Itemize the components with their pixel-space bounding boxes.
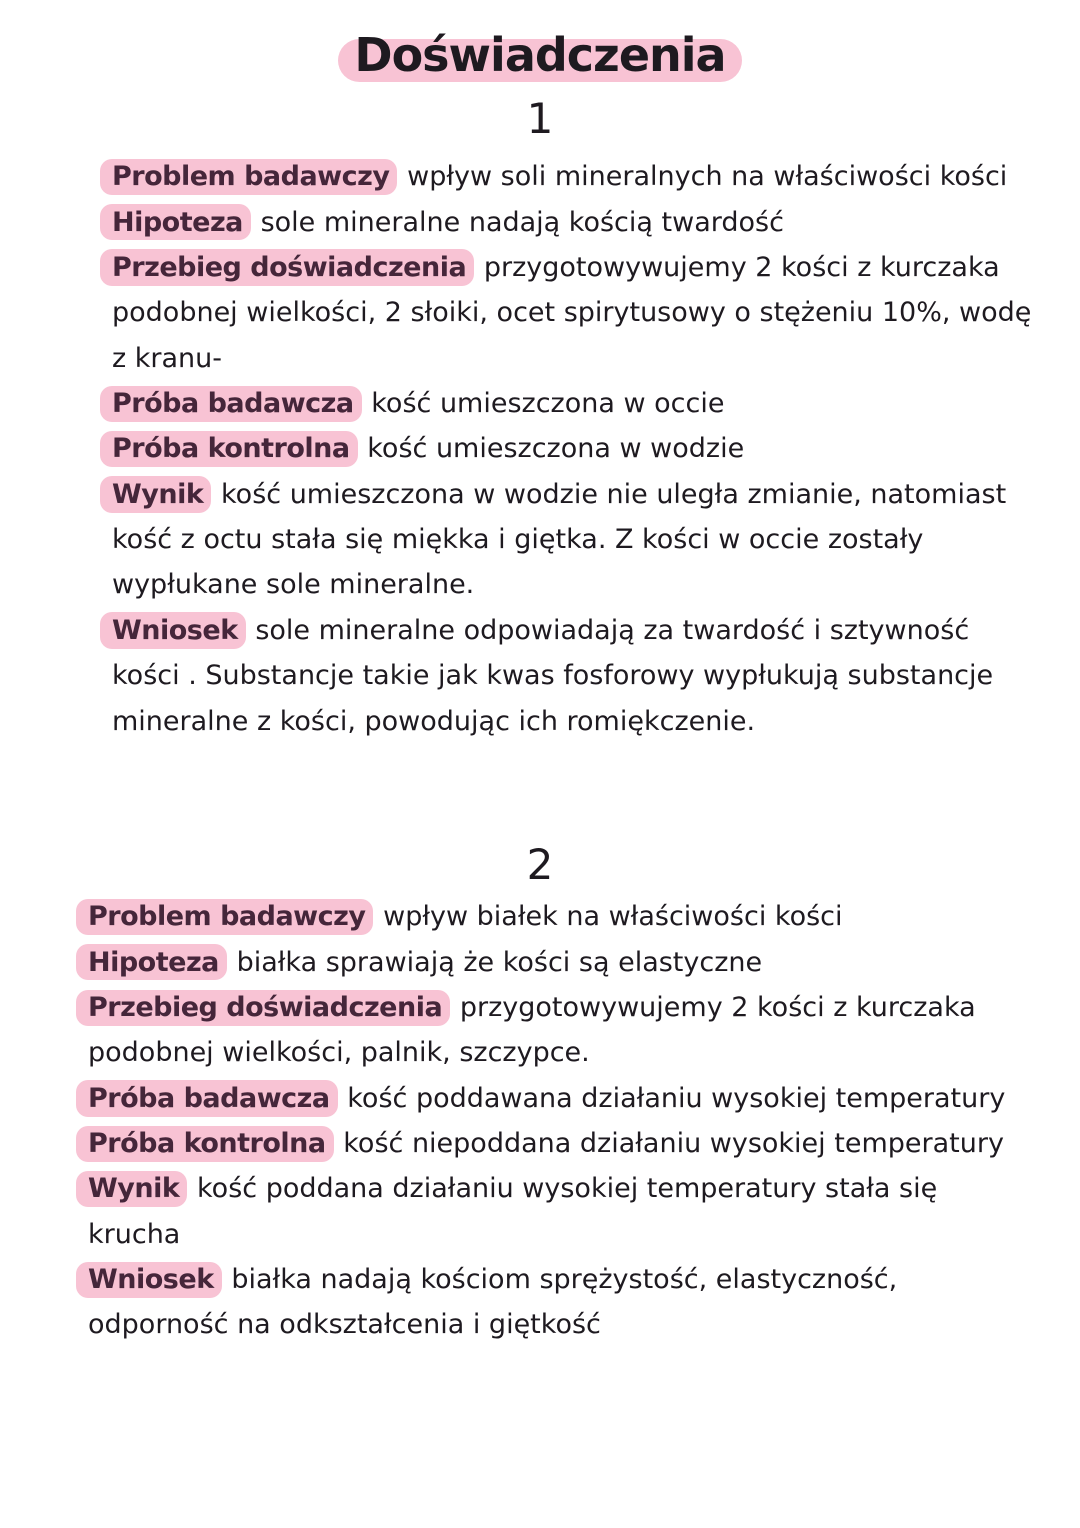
note-entry (112, 426, 1038, 471)
keyword-highlight: Hipoteza (112, 200, 243, 245)
entry-text: : białka sprawiają że kości są elastyczne (218, 946, 763, 978)
note-entry (88, 940, 1022, 985)
entry-text: : wpływ białek na właściwości kości (365, 901, 843, 933)
entry-text: : sole mineralne odpowiadają za twardość i sztywność kości . Substancje takie jak kwas fosforowy wypłukują substancje mineralne z kości, powodując ich romiękczenie. (112, 614, 994, 737)
keyword-highlight: Hipoteza (88, 940, 219, 985)
entry-text: : kość niepoddana działaniu wysokiej temperatury (325, 1128, 1004, 1160)
experiment-2-entries (0, 894, 1080, 1348)
experiment-section-1 (0, 94, 1080, 744)
entry-text: : wpływ soli mineralnych na właściwości kości (389, 161, 1008, 193)
note-entry (112, 154, 1038, 199)
entry-text: : kość poddawana działaniu wysokiej temperatury (329, 1082, 1006, 1114)
note-entry (88, 894, 1022, 939)
note-entry (112, 608, 1038, 744)
keyword-highlight: Próba badawcza (88, 1076, 330, 1121)
page-title (0, 26, 1080, 86)
keyword-highlight: Próba badawcza (112, 381, 354, 426)
experiment-section-2 (0, 840, 1080, 1348)
entry-text: : kość umieszczona w occie (353, 387, 725, 419)
note-entry (112, 472, 1038, 608)
experiment-1-entries (0, 154, 1080, 744)
note-entry (112, 200, 1038, 245)
note-entry (88, 985, 1022, 1076)
keyword-highlight: Wynik (112, 472, 203, 517)
note-entry (88, 1076, 1022, 1121)
keyword-highlight: Próba kontrolna (88, 1121, 326, 1166)
entry-text: : przygotowywujemy 2 kości z kurczaka podobnej wielkości, 2 słoiki, ocet spirytusowy o stężeniu 10%, wodę z kranu- (112, 251, 1032, 374)
entry-text: : kość poddana działaniu wysokiej temperatury stała się krucha (88, 1173, 938, 1250)
section-number-1: 1 (526, 93, 554, 143)
keyword-highlight: Wniosek (88, 1257, 214, 1302)
keyword-highlight: Problem badawczy (88, 894, 365, 939)
entry-text: : kość umieszczona w wodzie (349, 433, 745, 465)
note-entry (88, 1166, 1022, 1257)
keyword-highlight: Przebieg doświadczenia (88, 985, 442, 1030)
section-number-2: 2 (526, 839, 554, 889)
entry-text: : sole mineralne nadają kością twardość (242, 206, 784, 238)
note-entry (112, 245, 1038, 381)
entry-text: : białka nadają kościom sprężystość, elastyczność, odporność na odkształcenia i giętkość (88, 1264, 898, 1341)
keyword-highlight: Próba kontrolna (112, 426, 350, 471)
keyword-highlight: Wniosek (112, 608, 238, 653)
keyword-highlight: Wynik (88, 1166, 179, 1211)
entry-text: : przygotowywujemy 2 kości z kurczaka podobnej wielkości, palnik, szczypce. (88, 991, 976, 1069)
note-entry (88, 1257, 1022, 1348)
note-entry (88, 1121, 1022, 1166)
title-highlight: Doświadczenia (354, 26, 725, 86)
note-entry (112, 381, 1038, 426)
entry-text: : kość umieszczona w wodzie nie uległa zmianie, natomiast kość z octu stała się miękka i giętka. Z kości w occie zostały wypłukane sole mineralne. (112, 478, 1007, 601)
keyword-highlight: Przebieg doświadczenia (112, 245, 466, 290)
keyword-highlight: Problem badawczy (112, 154, 389, 199)
